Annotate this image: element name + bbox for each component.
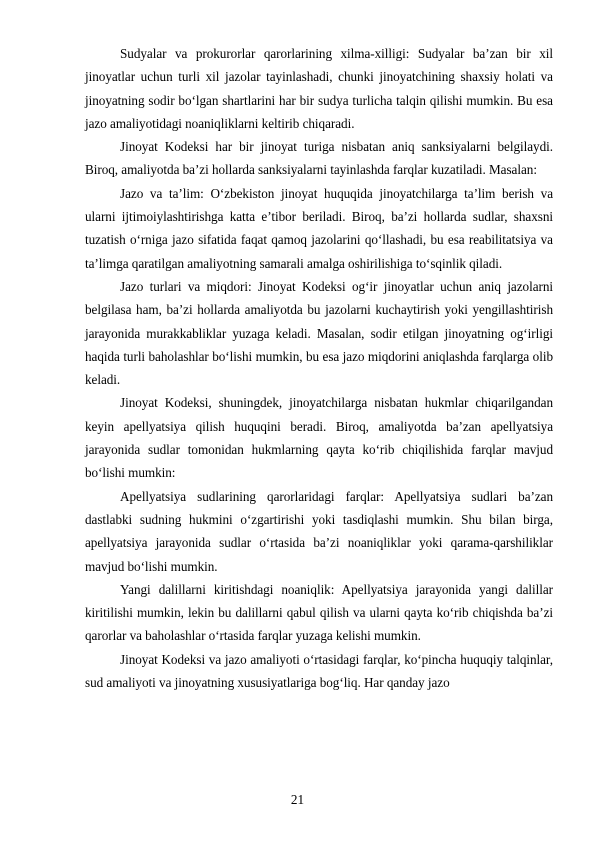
paragraph-code-practice-differences: Jinoyat Kodeksi va jazo amaliyoti o‘rtasidagi farqlar, ko‘pincha huquqiy talqinlar, sud amaliyoti va jinoyatning xususiyatlariga bog‘liq. Har qanday jazo: [85, 651, 553, 691]
paragraph-punishment-types: Jazo turlari va miqdori: Jinoyat Kodeksi og‘ir jinoyatlar uchun aniq jazolarni belgilasa ham, ba’zi hollarda amaliyotda bu jazolarni kuchaytirish yoki yengillashtirish jarayonida murakkabliklar yuzaga keladi. Masalan, sodir etilgan jinoyatning og‘irligi haqida turli baholashlar bo‘lishi mumkin, bu esa jazo miqdorini aniqlashda farqlarga olib keladi.: [85, 278, 553, 388]
paragraph-appeal-court-differences: Apellyatsiya sudlarining qarorlaridagi farqlar: Apellyatsiya sudlari ba’zan dastlabki sudning hukmini o‘zgartirishi yoki tasdiqlashi mumkin. Shu bilan birga, apellyatsiya jarayonida sudlar o‘rtasida ba’zi noaniqliklar yoki qarama-qarshiliklar mavjud bo‘lishi mumkin.: [85, 488, 553, 574]
paragraph-punishment-education: Jazo va ta’lim: O‘zbekiston jinoyat huquqida jinoyatchilarga ta’lim berish va ularni ijtimoiylashtirishga katta e’tibor beriladi. Biroq, ba’zi hollarda sudlar, shaxsni tuzatish o‘rniga jazo sifatida faqat qamoq jazolarini qo‘llashadi, bu esa reabilitatsiya va ta’limga qaratilgan amaliyotning samarali amalga oshirilishiga to‘sqinlik qiladi.: [85, 185, 553, 271]
paragraph-judge-decisions: Sudyalar va prokurorlar qarorlarining xilma-xilligi: Sudyalar ba’zan bir xil jinoyatlar uchun turli xil jazolar tayinlashadi, chunki jinoyatchining shaxsiy holati va jinoyatning sodir bo‘lgan shartlarini har bir sudya turlicha talqin qilishi mumkin. Bu esa jazo amaliyotidagi noaniqliklarni keltirib chiqaradi.: [85, 46, 553, 131]
document-page: [85, 42, 553, 694]
paragraph-appeal-right: Jinoyat Kodeksi, shuningdek, jinoyatchilarga nisbatan hukmlar chiqarilgandan keyin apellyatsiya qilish huquqini beradi. Biroq, amaliyotda ba’zan apellyatsiya jarayonida sudlar tomonidan hukmlarning qayta ko‘rib chiqilishida farqlar mavjud bo‘lishi mumkin:: [85, 395, 553, 481]
paragraph-new-evidence: Yangi dalillarni kiritishdagi noaniqlik: Apellyatsiya jarayonida yangi dalillar kiritilishi mumkin, lekin bu dalillarni qabul qilish va ularni qayta ko‘rib chiqishda ba’zi qarorlar va baholashlar o‘rtasida farqlar yuzaga kelishi mumkin.: [85, 581, 553, 644]
page-number: 21: [290, 792, 305, 807]
paragraph-criminal-code-sanctions: Jinoyat Kodeksi har bir jinoyat turiga nisbatan aniq sanksiyalarni belgilaydi. Biroq, amaliyotda ba’zi hollarda sanksiyalarni tayinlashda farqlar kuzatiladi. Masalan:: [85, 139, 553, 178]
